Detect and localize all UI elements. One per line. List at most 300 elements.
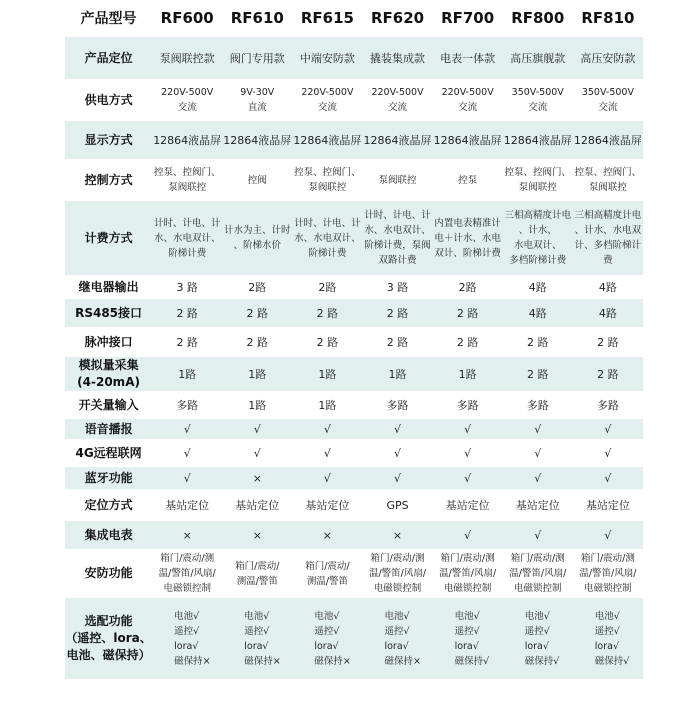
cell-line: √ (323, 422, 331, 436)
table-cell (222, 298, 292, 328)
table-cell (362, 120, 432, 160)
table-cell (292, 466, 362, 490)
cell-line: lora√ (524, 640, 549, 652)
cell-line: lora√ (384, 640, 409, 652)
table-cell (152, 418, 222, 440)
table-row (65, 490, 643, 520)
table-cell (362, 36, 432, 80)
cell-line: 中端安防款 (299, 51, 355, 65)
table-cell (503, 160, 573, 200)
row-label-line: 计费方式 (84, 230, 133, 245)
table-cell (152, 36, 222, 80)
table-row (65, 80, 643, 120)
table-cell (292, 328, 362, 356)
row-label (65, 276, 152, 298)
cell-line: 1路 (248, 398, 267, 412)
cell-line: 交流 (458, 102, 478, 113)
cell-line: 水、水电双计、 (294, 232, 361, 244)
table-cell (292, 276, 362, 298)
table-cell (222, 440, 292, 466)
cell-line: 、计水、水电双 (574, 225, 642, 236)
row-label-line: 选配功能 (84, 614, 133, 628)
cell-line: √ (604, 446, 612, 460)
row-label-line: 产品定位 (84, 50, 133, 65)
model-header: RF620 (370, 8, 425, 27)
table-cell (292, 440, 362, 466)
table-cell (503, 466, 573, 490)
cell-line: 控泵、控阀门、 (504, 167, 571, 178)
cell-line: 2 路 (316, 335, 339, 349)
cell-line: 箱门/震动/ (305, 560, 350, 572)
table-cell (503, 328, 573, 356)
cell-line: 泵阀联控 (378, 174, 417, 186)
table-cell (292, 597, 362, 679)
row-label (65, 120, 152, 160)
row-label-line: (4-20mA) (77, 375, 140, 389)
cell-line: 箱门/震动/测 (440, 553, 495, 564)
table-cell (292, 80, 362, 120)
cell-line: 泵阀联控 (168, 182, 207, 193)
row-label (65, 440, 152, 466)
table-cell (433, 356, 503, 392)
table-cell (573, 597, 643, 679)
cell-line: GPS (386, 498, 409, 512)
table-cell (152, 550, 222, 597)
cell-line: 、阶梯水价 (233, 240, 282, 251)
cell-line: 2路 (248, 280, 267, 294)
table-cell (222, 418, 292, 440)
cell-line: 220V-500V (441, 87, 494, 98)
cell-line: × (252, 471, 262, 485)
cell-line: 9V-30V (240, 87, 275, 98)
table-cell (152, 160, 222, 200)
cell-line: 控阀 (247, 174, 267, 186)
row-label (65, 392, 152, 418)
table-cell (433, 120, 503, 160)
table-cell (573, 418, 643, 440)
cell-line: 温/警笛/风扇/ (509, 568, 567, 579)
table-cell (292, 418, 362, 440)
table-row (65, 328, 643, 356)
cell-line: 电磁锁控制 (373, 583, 422, 594)
cell-line: 2 路 (456, 306, 479, 320)
table-cell (362, 200, 432, 276)
table-cell (292, 392, 362, 418)
cell-line: 2 路 (386, 306, 409, 320)
cell-line: 测温/警笛 (236, 575, 278, 587)
cell-line: √ (534, 446, 542, 460)
table-cell (362, 597, 432, 679)
table-cell (222, 120, 292, 160)
cell-line: 撬装集成款 (370, 51, 426, 65)
row-label-line: 蓝牙功能 (84, 470, 133, 485)
table-cell (362, 466, 432, 490)
table-cell (433, 80, 503, 120)
table-cell (222, 550, 292, 597)
table-row (65, 356, 643, 392)
table-cell (503, 440, 573, 466)
cell-line: 多路 (176, 398, 199, 412)
row-label (65, 80, 152, 120)
table-cell (362, 328, 432, 356)
table-cell (573, 160, 643, 200)
cell-line: 阶梯计费 (168, 247, 207, 259)
table-cell (433, 276, 503, 298)
table-cell (433, 328, 503, 356)
table-row (65, 440, 643, 466)
cell-line: 基站定位 (585, 498, 630, 512)
cell-line: 温/警笛/风扇/ (368, 568, 427, 579)
cell-line: 1路 (458, 367, 477, 381)
cell-line: 基站定位 (515, 498, 560, 512)
cell-line: 4路 (528, 306, 547, 320)
table-cell (152, 520, 222, 550)
cell-line: 高压安防款 (580, 51, 636, 65)
cell-line: 遥控√ (314, 625, 340, 637)
cell-line: √ (534, 471, 542, 485)
table-cell (573, 36, 643, 80)
cell-line: 基站定位 (445, 498, 490, 512)
cell-line: 3 路 (386, 280, 409, 294)
cell-line: 磁保持√ (454, 655, 490, 667)
cell-line: 2 路 (176, 306, 198, 320)
header-label: 产品型号 (80, 10, 137, 27)
row-label (65, 418, 152, 440)
cell-line: 2 路 (526, 335, 549, 349)
table-row (65, 550, 643, 597)
cell-line: 1路 (318, 398, 337, 412)
cell-line: 电磁锁控制 (163, 583, 211, 594)
cell-line: 2路 (458, 280, 477, 294)
cell-line: 220V-500V (371, 87, 424, 98)
cell-line: 双路计费 (378, 255, 417, 266)
table-cell (222, 392, 292, 418)
model-header: RF700 (441, 8, 495, 27)
cell-line: 220V-500V (301, 87, 354, 98)
table-cell (152, 356, 222, 392)
row-label (65, 356, 152, 392)
cell-line: × (392, 528, 403, 542)
row-label-line: RS485接口 (75, 305, 143, 320)
table-cell (222, 276, 292, 298)
table-cell (362, 440, 432, 466)
cell-line: 3 路 (176, 280, 198, 294)
cell-line: √ (323, 446, 331, 460)
table-cell (573, 550, 643, 597)
table-cell (573, 440, 643, 466)
product-comparison-table (65, 0, 643, 679)
table-row (65, 120, 643, 160)
cell-line: 多路 (526, 398, 549, 412)
header-row (65, 0, 643, 36)
cell-line: √ (183, 471, 191, 485)
cell-line: 12864液晶屏 (363, 133, 432, 147)
row-label-line: 脉冲接口 (84, 334, 133, 349)
cell-line: 电池√ (524, 610, 550, 622)
cell-line: 电池√ (314, 610, 340, 622)
cell-line: 磁保持× (384, 655, 421, 667)
cell-line: × (322, 528, 333, 542)
cell-line: 交流 (528, 102, 548, 113)
cell-line: 控泵、控阀门、 (294, 167, 361, 178)
row-label-line: 集成电表 (84, 527, 133, 542)
cell-line: √ (604, 528, 612, 542)
table-cell (573, 356, 643, 392)
cell-line: 泵阀联控款 (159, 51, 215, 65)
cell-line: 水、水电双计、 (364, 225, 431, 236)
cell-line: 2 路 (246, 306, 269, 320)
cell-line: 12864液晶屏 (573, 133, 642, 147)
table-cell (433, 160, 503, 200)
cell-line: 遥控√ (244, 625, 270, 637)
cell-line: lora√ (594, 640, 620, 652)
cell-line: 控泵 (458, 174, 478, 186)
cell-line: 费 (603, 255, 613, 266)
table-cell (152, 328, 222, 356)
table-cell (503, 120, 573, 160)
row-label-line: 电池、磁保持） (66, 648, 151, 662)
table-cell (152, 466, 222, 490)
cell-line: 4路 (598, 280, 617, 294)
table-cell (433, 520, 503, 550)
table-cell (152, 120, 222, 160)
table-cell (433, 418, 503, 440)
table-cell (573, 328, 643, 356)
cell-line: 4路 (528, 280, 547, 294)
table-cell (573, 520, 643, 550)
cell-line: 遥控√ (454, 625, 480, 637)
table-row (65, 392, 643, 418)
model-header: RF800 (511, 8, 565, 27)
table-cell (222, 200, 292, 276)
cell-line: 4路 (598, 306, 617, 320)
cell-line: 温/警笛/风扇/ (579, 568, 637, 579)
cell-line: 泵阀联控 (518, 182, 557, 193)
table-row (65, 298, 643, 328)
cell-line: √ (323, 471, 331, 485)
cell-line: √ (604, 471, 612, 485)
table-row (65, 418, 643, 440)
cell-line: 阀门专用款 (229, 51, 285, 65)
table-cell (362, 356, 432, 392)
table-cell (292, 200, 362, 276)
cell-line: 电磁锁控制 (584, 583, 632, 594)
cell-line: 1路 (388, 367, 407, 381)
cell-line: 计、多档阶梯计 (574, 240, 642, 251)
cell-line: lora√ (454, 640, 479, 652)
table-cell (152, 200, 222, 276)
cell-line: lora√ (314, 640, 339, 652)
table-cell (503, 276, 573, 298)
table-row (65, 466, 643, 490)
cell-line: 电池√ (454, 610, 480, 622)
cell-line: 2路 (318, 280, 337, 294)
model-header: RF810 (581, 8, 635, 27)
model-header: RF615 (300, 8, 354, 27)
cell-line: 温/警笛/风扇/ (439, 568, 497, 579)
table-cell (222, 80, 292, 120)
cell-line: 温/警笛/风扇/ (158, 568, 216, 579)
cell-line: 2 路 (526, 367, 549, 381)
table-cell (152, 490, 222, 520)
table-cell (573, 276, 643, 298)
table-row (65, 276, 643, 298)
cell-line: 三相高精度计电 (504, 210, 571, 221)
cell-line: 350V-500V (581, 87, 634, 98)
cell-line: 控泵、控阀门、 (574, 167, 642, 178)
row-label (65, 550, 152, 597)
cell-line: √ (394, 422, 402, 436)
table-cell (433, 392, 503, 418)
cell-line: 计时、计电、计 (153, 217, 221, 229)
row-label-line: 定位方式 (84, 497, 133, 512)
table-cell (433, 440, 503, 466)
cell-line: 计时、计电、计 (294, 217, 361, 229)
cell-line: 内置电表精准计 (434, 217, 501, 229)
table-cell (222, 328, 292, 356)
cell-line: 1路 (248, 367, 267, 381)
table-cell (573, 200, 643, 276)
table-cell (152, 80, 222, 120)
cell-line: 阶梯计费，泵阀 (364, 240, 431, 251)
table-cell (292, 520, 362, 550)
cell-line: 计水为主、计时 (224, 225, 291, 236)
cell-line: 直流 (247, 102, 267, 113)
table-cell (292, 120, 362, 160)
table-cell (503, 200, 573, 276)
cell-line: 基站定位 (165, 498, 210, 512)
cell-line: lora√ (244, 640, 269, 652)
table-cell (362, 520, 432, 550)
table-cell (362, 80, 432, 120)
table-body (65, 36, 643, 679)
cell-line: √ (253, 446, 261, 460)
cell-line: 泵阀联控 (308, 182, 347, 193)
table-cell (503, 418, 573, 440)
cell-line: 基站定位 (305, 498, 350, 512)
cell-line: 12864液晶屏 (293, 133, 362, 147)
table-cell (503, 80, 573, 120)
table-cell (503, 520, 573, 550)
table-cell (573, 466, 643, 490)
row-label-line: 继电器输出 (78, 279, 139, 294)
cell-line: √ (464, 446, 472, 460)
row-label-line: 开关量输入 (78, 397, 139, 412)
row-label-line: （遥控、lora、 (65, 631, 152, 645)
cell-line: 交流 (388, 102, 408, 113)
cell-line: 电表一体款 (440, 51, 496, 65)
cell-line: 基站定位 (235, 498, 280, 512)
cell-line: 2 路 (246, 335, 269, 349)
row-label (65, 160, 152, 200)
row-label (65, 328, 152, 356)
cell-line: 遥控√ (174, 625, 200, 637)
cell-line: × (252, 528, 262, 542)
cell-line: 2 路 (386, 335, 409, 349)
table-cell (503, 298, 573, 328)
cell-line: 交流 (317, 102, 337, 113)
cell-line: 箱门/震动/ (235, 560, 280, 572)
cell-line: 控泵、控阀门、 (153, 167, 221, 178)
cell-line: √ (534, 422, 542, 436)
table-cell (573, 120, 643, 160)
cell-line: 箱门/震动/测 (160, 553, 215, 564)
cell-line: 多路 (456, 398, 479, 412)
table-cell (433, 200, 503, 276)
table-cell (503, 36, 573, 80)
cell-line: √ (604, 422, 612, 436)
table-cell (222, 490, 292, 520)
table-cell (292, 490, 362, 520)
table-row (65, 597, 643, 679)
table-cell (433, 550, 503, 597)
cell-line: 水、水电双计、 (153, 232, 221, 244)
cell-line: 遥控√ (524, 625, 550, 637)
cell-line: 水电双计、 (513, 240, 562, 251)
table-cell (503, 550, 573, 597)
cell-line: √ (183, 422, 191, 436)
cell-line: 箱门/震动/测 (370, 553, 425, 564)
table-cell (433, 466, 503, 490)
cell-line: 计时、计电、计 (364, 210, 431, 221)
row-label (65, 36, 152, 80)
cell-line: 电池√ (244, 610, 270, 622)
table-cell (292, 356, 362, 392)
cell-line: √ (253, 422, 261, 436)
cell-line: 多档阶梯计费 (509, 255, 567, 266)
cell-line: 电磁锁控制 (513, 583, 562, 594)
cell-line: √ (464, 528, 472, 542)
cell-line: 220V-500V (161, 87, 214, 98)
cell-line: 电池√ (384, 610, 410, 622)
cell-line: 电磁锁控制 (443, 583, 492, 594)
table-cell (573, 490, 643, 520)
cell-line: 多路 (386, 398, 409, 412)
row-label (65, 200, 152, 276)
cell-line: 12864液晶屏 (503, 133, 572, 147)
cell-line: 磁保持√ (594, 655, 630, 667)
cell-line: 高压旗舰款 (510, 51, 566, 65)
cell-line: 2 路 (456, 335, 479, 349)
row-label (65, 466, 152, 490)
table-cell (152, 392, 222, 418)
row-label (65, 490, 152, 520)
table-cell (362, 418, 432, 440)
cell-line: 2 路 (176, 335, 198, 349)
table-cell (362, 392, 432, 418)
cell-line: × (182, 528, 192, 542)
model-header: RF600 (160, 8, 214, 27)
table-cell (503, 392, 573, 418)
cell-line: √ (394, 471, 402, 485)
table-row (65, 36, 643, 80)
table-cell (152, 298, 222, 328)
table-cell (222, 160, 292, 200)
row-label (65, 520, 152, 550)
table-cell (433, 490, 503, 520)
cell-line: 遥控√ (384, 625, 410, 637)
cell-line: 电池√ (594, 610, 620, 622)
table-cell (292, 550, 362, 597)
table-cell (292, 36, 362, 80)
cell-line: 交流 (598, 102, 618, 113)
model-header: RF610 (230, 8, 284, 27)
table-cell (152, 276, 222, 298)
cell-line: 交流 (177, 102, 197, 113)
cell-line: 磁保持× (174, 655, 211, 667)
cell-line: √ (464, 422, 472, 436)
cell-line: 箱门/震动/测 (510, 553, 565, 564)
